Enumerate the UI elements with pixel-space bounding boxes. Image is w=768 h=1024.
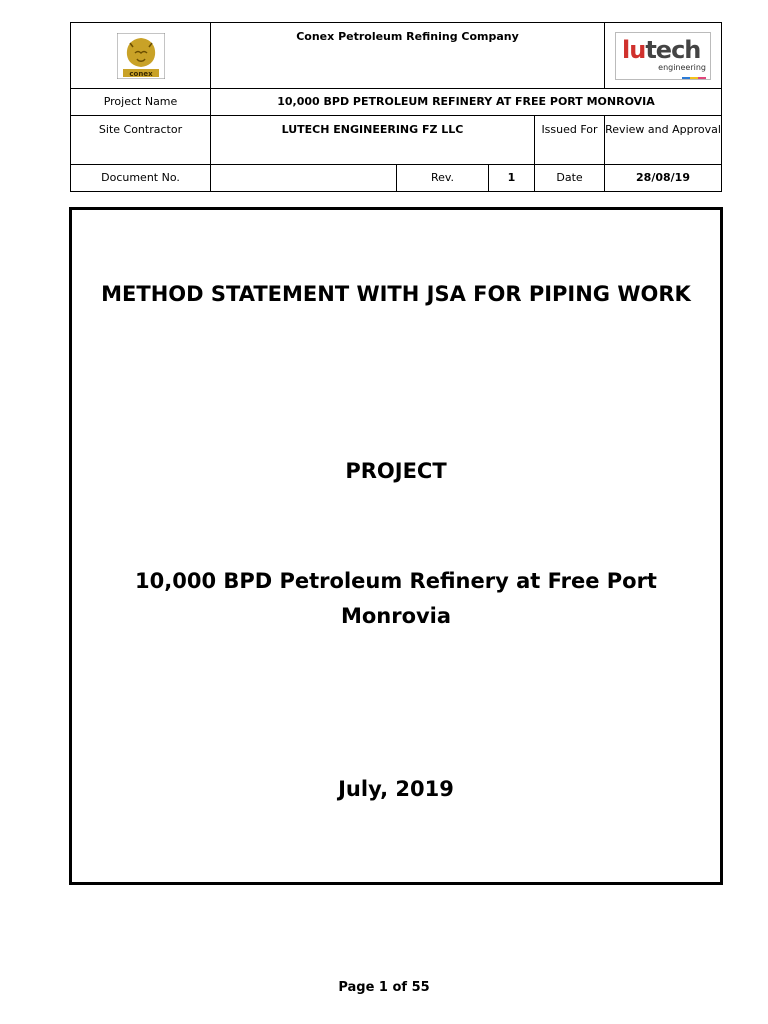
cover-frame (69, 207, 723, 885)
issued-for-label: Issued For (535, 116, 605, 165)
rev-value: 1 (489, 165, 535, 192)
document-no-value (211, 165, 397, 192)
project-name-label: Project Name (71, 89, 211, 116)
conex-logo (117, 33, 165, 79)
issued-for-value: Review and Approval (605, 116, 722, 165)
rev-label: Rev. (397, 165, 489, 192)
document-title: METHOD STATEMENT WITH JSA FOR PIPING WORK (101, 282, 691, 306)
cover-date: July, 2019 (338, 777, 454, 801)
page-number: Page 1 of 55 (338, 980, 430, 995)
site-contractor-label: Site Contractor (71, 116, 211, 165)
site-contractor-value: LUTECH ENGINEERING FZ LLC (211, 116, 535, 165)
date-value: 28/08/19 (605, 165, 722, 192)
conex-logo-cell (71, 23, 211, 89)
lutech-logo: lutech engineering (615, 32, 711, 80)
conex-logo-text: conex (128, 69, 153, 78)
company-name: Conex Petroleum Refining Company (211, 23, 605, 89)
date-label: Date (535, 165, 605, 192)
project-full-name (72, 564, 720, 634)
project-name-value: 10,000 BPD PETROLEUM REFINERY AT FREE PORT MONROVIA (211, 89, 722, 116)
project-heading: PROJECT (345, 459, 447, 483)
project-full-name-text: 10,000 BPD Petroleum Refinery at Free Port Monrovia (135, 569, 657, 628)
lutech-logo-cell (605, 23, 722, 89)
document-no-label: Document No. (71, 165, 211, 192)
document-header-table (70, 22, 722, 192)
